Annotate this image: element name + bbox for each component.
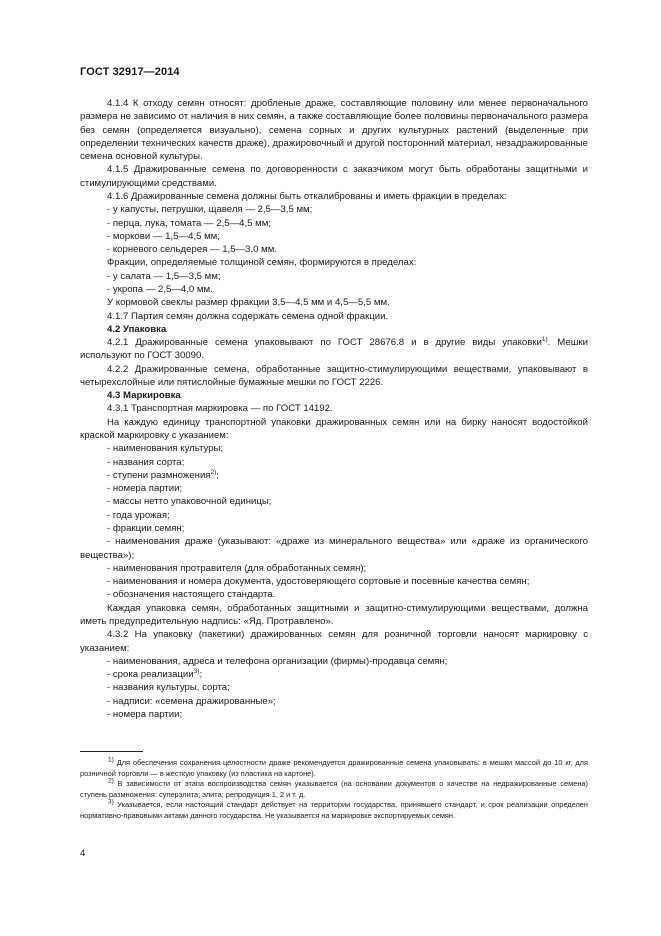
list-item <box>80 562 588 575</box>
list-item <box>80 655 588 668</box>
text: - у салата — 1,5—3,5 мм; <box>107 270 221 282</box>
document-body <box>80 97 588 721</box>
text: ; <box>216 469 219 481</box>
text: - года урожая; <box>107 509 170 521</box>
text: 4.1.5 Дражированные семена по договоренности с заказчиком могут быть обработаны защитными и стимулирующими средствами. <box>80 164 588 189</box>
list-item <box>80 668 588 681</box>
text: На каждую единицу транспортной упаковки дражированных семян или на бирку наносят водостойкой краской маркировку с указанием: <box>80 416 588 442</box>
list-item <box>80 522 588 535</box>
text: - перца, лука, томата — 2,5—4,5 мм; <box>107 217 272 229</box>
text: - срока реализации <box>107 669 194 681</box>
list-item <box>80 575 588 588</box>
footnote-separator <box>80 751 143 752</box>
text: - моркови — 1,5—4,5 мм; <box>107 230 220 242</box>
section-heading <box>80 389 588 402</box>
footnote-text: Для обеспечения сохранения целостности драже рекомендуется дражированные семена упаковывать: в мешки массой до 10 кг, для розничной торговли — в жесткую упаковку (из пластика на картоне). <box>80 758 588 778</box>
paragraph <box>80 363 588 390</box>
text: 4.3.1 Транспортная маркировка — по ГОСТ 14192. <box>107 403 333 415</box>
text: - ступени размножения <box>107 469 211 481</box>
text: - фракции семян; <box>107 523 185 534</box>
paragraph <box>80 402 588 415</box>
text: - корневого сельдерея — 1,5—3,0 мм. <box>107 244 278 256</box>
text: 4.2.1 Дражированные семена упаковывают по ГОСТ 28676.8 и в другие виды упаковки <box>107 337 542 349</box>
standard-header: ГОСТ 32917—2014 <box>80 66 180 78</box>
section-heading <box>80 323 588 336</box>
text: - наименования драже (указывают: «драже из минерального вещества» или «драже из органического вещества»); <box>80 536 588 561</box>
text: . Мешки используют по ГОСТ 30090. <box>80 337 588 362</box>
list-item <box>80 456 588 469</box>
paragraph <box>80 336 588 363</box>
list-item <box>80 203 588 216</box>
text: - наименования культуры; <box>107 443 224 455</box>
text: 4.3.2 На упаковку (пакетики) дражированных семян для розничной торговли наносят маркировку с указанием: <box>80 629 588 654</box>
footnotes <box>80 758 588 822</box>
paragraph <box>80 310 588 323</box>
list-item <box>80 509 588 522</box>
list-item <box>80 469 588 482</box>
text: Фракции, определяемые толщиной семян, формируются в пределах: <box>107 257 417 269</box>
footnote <box>80 758 588 779</box>
text: - наименования и номера документа, удостоверяющего сортовые и посевные качества семян; <box>107 576 530 588</box>
text: 4.3 Маркировка <box>107 390 181 402</box>
list-item <box>80 270 588 283</box>
list-item <box>80 243 588 256</box>
footnote-ref: 3) <box>193 667 200 675</box>
text: - у капусты, петрушки, щавеля — 2,5—3,5 мм; <box>107 204 313 216</box>
text: - укропа — 2,5—4,0 мм. <box>107 283 213 295</box>
paragraph <box>80 535 588 562</box>
text: - наименования, адреса и телефона организации (фирмы)-продавца семян; <box>107 655 448 667</box>
text: - обозначения настоящего стандарта. <box>107 589 276 601</box>
list-item <box>80 588 588 601</box>
list-item <box>80 283 588 296</box>
text: - названия сорта; <box>107 456 185 468</box>
paragraph <box>80 163 588 190</box>
footnote-text: В зависимости от этапа воспроизводства семян указывается (на основании документов о качестве на недражированные семена) ступень размножения: суперэлита; элита; репродукция 1, 2 и т. д. <box>80 779 588 799</box>
footnote-mark: 1) <box>108 756 114 764</box>
text: - наименования протравителя (для обработанных семян); <box>107 562 367 574</box>
list-item <box>80 442 588 455</box>
text: 4.2 Упаковка <box>107 323 167 335</box>
footnote-ref: 1) <box>541 335 548 343</box>
text: - номера партии; <box>107 483 183 495</box>
text: - надписи: «семена дражированные»; <box>107 695 276 707</box>
text: 4.2.2 Дражированные семена, обработанные защитно-стимулирующими веществами, упаковывают в четырехслойные или пятислойные бумажные мешки по ГОСТ 2226. <box>80 363 588 388</box>
list-item <box>80 230 588 243</box>
paragraph <box>80 256 588 269</box>
footnote-mark: 3) <box>108 798 114 806</box>
text: - названия культуры, сорта; <box>107 682 230 694</box>
paragraph <box>80 602 588 629</box>
list-item <box>80 681 588 694</box>
text: У кормовой свеклы размер фракции 3,5—4,5 мм и 4,5—5,5 мм. <box>107 297 390 309</box>
text: 4.1.4 К отходу семян относят: дробленые драже, составляющие половину или менее первоначального размера не зависимо от наличия в них семян, а также составляющие более половины первоначального размера без семян (определяется визуально), семена сорных и других культурных растений (выделенные при определении технических качеств драже), дражировочный и другой посторонний материал, незадражированные семена основной культуры. <box>80 98 588 163</box>
paragraph <box>80 296 588 309</box>
list-item <box>80 217 588 230</box>
list-item <box>80 695 588 708</box>
paragraph <box>80 97 588 163</box>
text: 4.1.7 Партия семян должна содержать семена одной фракции. <box>107 310 389 322</box>
paragraph <box>80 628 588 655</box>
footnote <box>80 800 588 821</box>
text: Каждая упаковка семян, обработанных защитными и защитно-стимулирующими веществами, должна иметь предупредительную надпись: «Яд. Протравлено». <box>80 602 588 627</box>
paragraph <box>80 416 588 443</box>
footnote <box>80 779 588 800</box>
footnote-text: Указывается, если настоящий стандарт действует на территории государства, принявшего стандарт, и срок реализации определен нормативно-правовыми актами данного государства. Не указывается на маркировке экспортируемых семян. <box>80 800 588 820</box>
text: - массы нетто упаковочной единицы; <box>107 496 272 508</box>
paragraph <box>80 190 588 203</box>
text: ; <box>199 669 203 681</box>
text: 4.1.6 Дражированные семена должны быть откалиброваны и иметь фракции в пределах: <box>107 190 507 202</box>
page-number: 4 <box>80 848 86 859</box>
list-item <box>80 495 588 508</box>
list-item <box>80 482 588 495</box>
footnote-mark: 2) <box>108 777 114 785</box>
text: - номера партии; <box>107 708 183 720</box>
list-item <box>80 708 588 721</box>
footnote-ref: 2) <box>210 468 217 476</box>
